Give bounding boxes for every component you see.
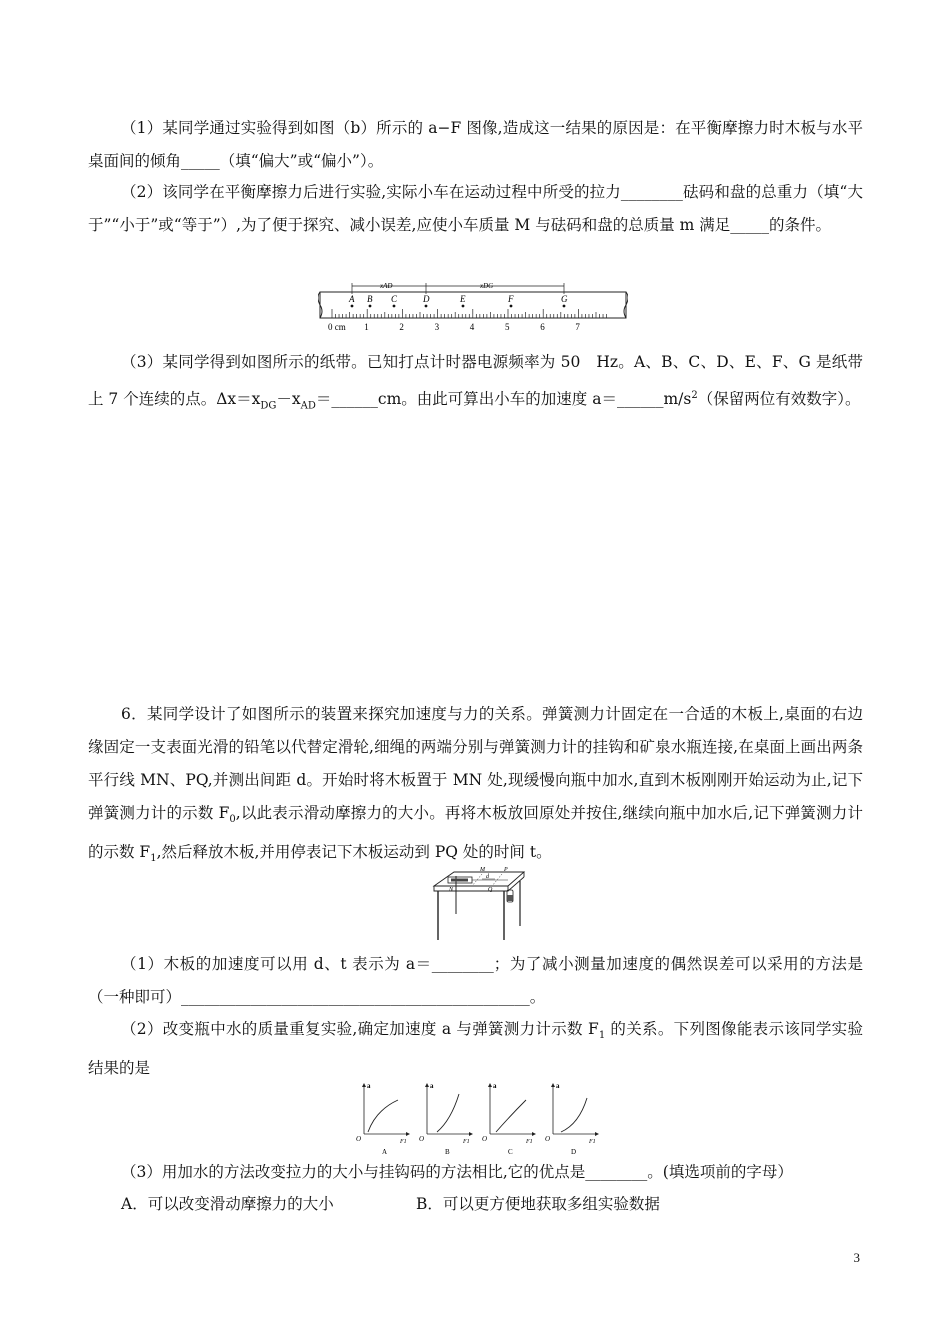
y-axis-arrow [551, 1083, 555, 1087]
ruler-scale-label: 5 [505, 322, 510, 332]
graph-curve [561, 1098, 587, 1132]
x-axis-arrow [469, 1132, 473, 1136]
x-axis-label: F1 [589, 1139, 596, 1145]
graph-option-label: C [508, 1148, 513, 1156]
q6-part2: （2）改变瓶中水的质量重复实验,确定加速度 a 与弹簧测力计示数 $F_1$ 的关系。下列图像能表示该同学实验结果的是 [88, 1020, 863, 1078]
table-apparatus-figure [420, 864, 530, 944]
origin-label: O [419, 1135, 425, 1143]
graph-curve [496, 1100, 526, 1132]
y-axis-arrow [362, 1083, 366, 1087]
ruler-scale-label: 6 [540, 322, 545, 332]
tape-point-dot [510, 305, 513, 308]
label-n: N [449, 887, 454, 893]
tape-point-label: E [460, 294, 466, 304]
origin-label: O [545, 1135, 551, 1143]
q6-part3: （3）用加水的方法改变拉力的大小与挂钩码的方法相比,它的优点是________。(填选项前的字母） [121, 1163, 793, 1181]
tape-point-dot [351, 305, 354, 308]
tape-point-label: B [367, 294, 373, 304]
tape-point-label: G [561, 294, 568, 304]
tape-point-dot [563, 305, 566, 308]
tape-point-label: D [423, 294, 430, 304]
graph-option-d [545, 1082, 599, 1156]
tape-point-label: C [391, 294, 398, 304]
origin-label: O [482, 1135, 488, 1143]
graph-option-label: D [571, 1148, 577, 1156]
y-axis-label: a [367, 1082, 371, 1090]
ruler-scale-label: 2 [399, 322, 404, 332]
ruler-scale-label: 4 [469, 322, 475, 332]
span-ad-label: xAD [380, 282, 393, 290]
graph-option-label: A [382, 1148, 388, 1156]
graph-curve [368, 1100, 398, 1132]
label-m: M [480, 867, 485, 873]
option-b[interactable]: B．可以更方便地获取多组实验数据 [416, 1195, 660, 1213]
tape-point-label: F [508, 294, 514, 304]
ruler-scale-label: 1 [364, 322, 369, 332]
x-axis-label: F1 [463, 1139, 470, 1145]
ruler-scale-label: 3 [434, 322, 440, 332]
q5-part1: （1）某同学通过实验得到如图（b）所示的 a−F 图像,造成这一结果的原因是：在平衡摩擦力时木板与水平桌面间的倾角_____（填“偏大”或“偏小”）。 [88, 119, 863, 170]
ruler-scale-label: 7 [575, 322, 580, 332]
tape-point-dot [369, 305, 372, 308]
tape-point-label: A [349, 294, 355, 304]
four-graphs-figure [348, 1080, 608, 1158]
graph-option-c [482, 1082, 536, 1156]
y-axis-arrow [488, 1083, 492, 1087]
origin-label: O [356, 1135, 362, 1143]
x-axis-label: F1 [526, 1139, 533, 1145]
ruler-tape-figure [318, 280, 628, 340]
x-axis-arrow [532, 1132, 536, 1136]
label-q: Q [488, 887, 493, 893]
graph-option-label: B [445, 1148, 450, 1156]
span-dg-label: xDG [480, 282, 494, 290]
tape-point-dot [425, 305, 428, 308]
q5-part2: （2）该同学在平衡摩擦力后进行实验,实际小车在运动过程中所受的拉力________砝码和盘的总重力（填“大于”“小于”或“等于”）,为了便于探究、减小误差,应使小车质量 M 与砝码和盘的总质量 m 满足_____的条件。 [88, 183, 863, 234]
y-axis-label: a [556, 1082, 560, 1090]
tape-point-dot [462, 305, 465, 308]
graph-option-b [419, 1082, 473, 1156]
graph-option-a [356, 1082, 410, 1156]
label-p: P [504, 867, 508, 873]
y-axis-label: a [493, 1082, 497, 1090]
y-axis-label: a [430, 1082, 434, 1090]
option-a[interactable]: A．可以改变滑动摩擦力的大小 [121, 1195, 334, 1213]
x-axis-arrow [406, 1132, 410, 1136]
x-axis-arrow [595, 1132, 599, 1136]
page-number: 3 [853, 1250, 860, 1265]
x-axis-label: F1 [400, 1139, 407, 1145]
tape-point-dot [393, 305, 396, 308]
ruler-scale-label: 0 cm [328, 322, 346, 332]
graph-curve [437, 1094, 459, 1132]
q6-intro: 6．某同学设计了如图所示的装置来探究加速度与力的关系。弹簧测力计固定在一合适的木板上,桌面的右边缘固定一支表面光滑的铅笔以代替定滑轮,细绳的两端分别与弹簧测力计的挂钩和矿泉水瓶连接,在桌面上画出两条平行线 MN、PQ,并测出间距 d。开始时将木板置于 MN 处,现缓慢向瓶中加水,直到木板刚刚开始运动为止,记下弹簧测力计的示数 $F_0$,以此表示滑动摩擦力的大小。再将木板放回原处并按住,继续向瓶中加水后,记下弹簧测力计的示数 $F_1$,然后释放木板,并用停表记下木板运动到 PQ 处的时间 t。 [88, 705, 863, 865]
y-axis-arrow [425, 1083, 429, 1087]
label-d: d [486, 874, 489, 880]
q6-part1: （1）木板的加速度可以用 d、t 表示为 a＝________；为了减小测量加速度的偶然误差可以采用的方法是（一种即可）_____________________________________________。 [88, 955, 863, 1006]
q5-part3: （3）某同学得到如图所示的纸带。已知打点计时器电源频率为 50 Hz。A、B、C、D、E、F、G 是纸带上 7 个连续的点。$\Delta x=x_{DG}-x_{AD}=\_\_\_\_\_\_cm$。由此可算出小车的加速度 $a=\_\_\_\_\_\_m/s^2$（保留两位有效数字）。 [88, 353, 863, 412]
